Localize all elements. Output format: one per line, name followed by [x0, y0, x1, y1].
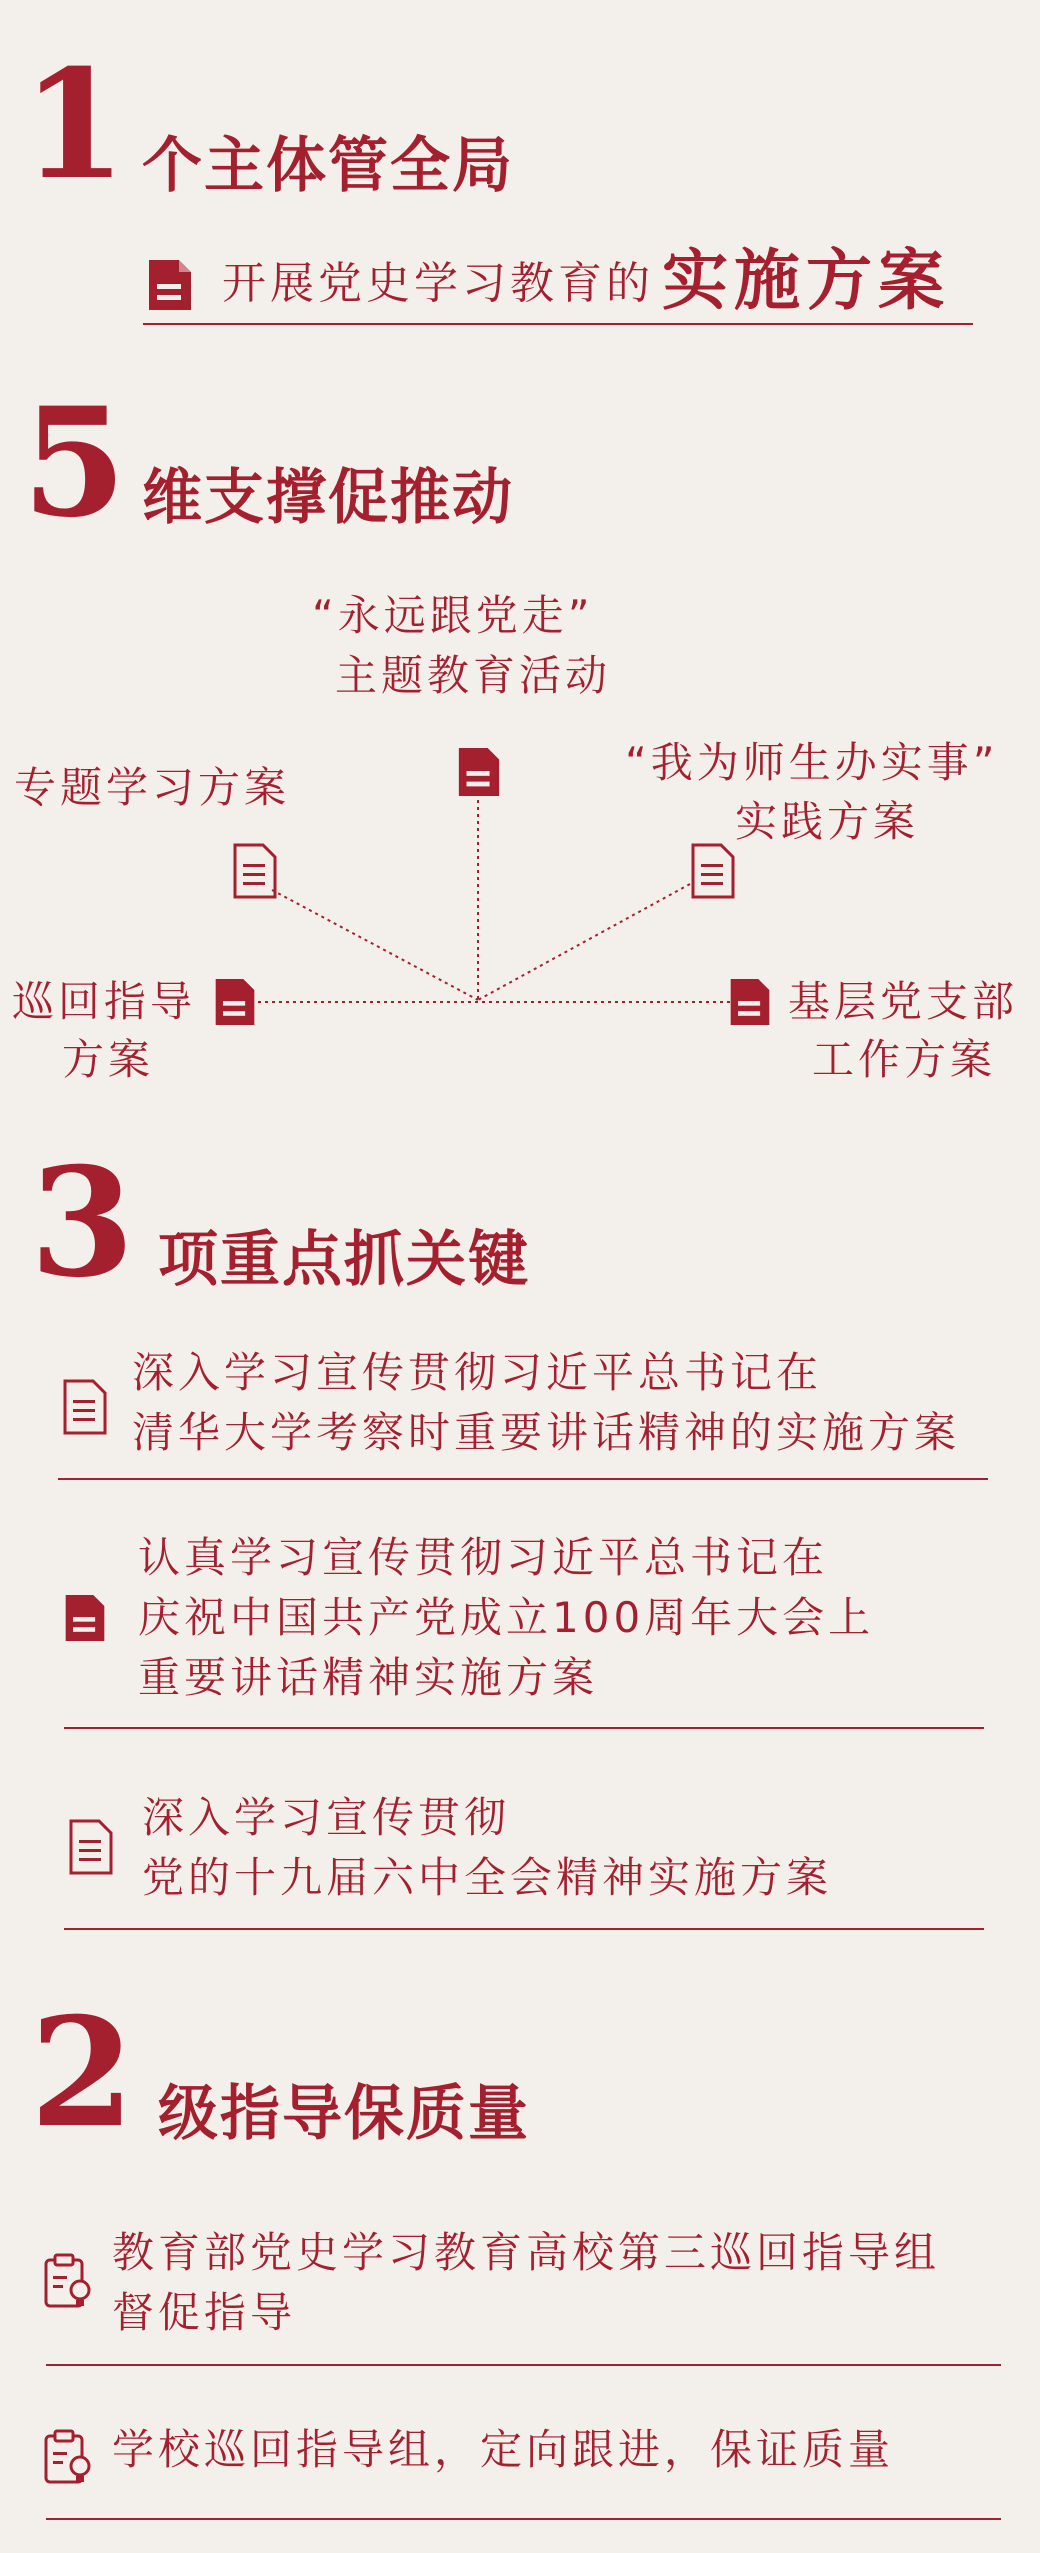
section2-item1-line1: 教育部党史学习教育高校第三巡回指导组 [112, 2228, 941, 2277]
right-bottom-label-line2: 工作方案 [812, 1035, 997, 1084]
right-top-label-line2: 实践方案 [735, 797, 920, 846]
right-top-label-line1: “我为师生办实事” [625, 738, 999, 787]
section3-item2-line2: 庆祝中国共产党成立100周年大会上 [138, 1593, 875, 1642]
section3-item3-underline [64, 1928, 984, 1930]
left-top-label: 专题学习方案 [14, 763, 291, 812]
center-top-label-line1: “永远跟党走” [312, 591, 594, 640]
clipboard-bulb-icon [42, 2428, 94, 2490]
document-filled-icon [212, 974, 258, 1034]
section2-item2-line1: 学校巡回指导组，定向跟进，保证质量 [112, 2425, 895, 2474]
center-top-label-line2: 主题教育活动 [335, 651, 612, 700]
section3-item2-line3: 重要讲话精神实施方案 [138, 1653, 599, 1702]
section3-item1-line1: 深入学习宣传贯彻习近平总书记在 [132, 1348, 823, 1397]
document-filled-icon [62, 1590, 108, 1650]
section2-heading: 级指导保质量 [158, 2079, 530, 2149]
document-outline-icon [690, 842, 736, 904]
section3-item3-line1: 深入学习宣传贯彻 [142, 1793, 511, 1842]
document-filled-icon [455, 744, 503, 804]
clipboard-bulb-icon [42, 2252, 94, 2314]
section5-number: 5 [22, 375, 123, 551]
section2-item2-underline [46, 2518, 1001, 2520]
section1-heading: 个主体管全局 [142, 131, 514, 201]
document-filled-icon [727, 974, 773, 1034]
section2-item1-underline [46, 2364, 1001, 2366]
section3-item1-underline [58, 1478, 988, 1480]
section3-item3-line2: 党的十九届六中全会精神实施方案 [142, 1853, 833, 1902]
section3-item2-underline [64, 1727, 984, 1729]
left-bottom-label-line2: 方案 [62, 1035, 155, 1084]
section1-item-prefix: 开展党史学习教育的 [222, 258, 654, 309]
section5-heading: 维支撑促推动 [142, 463, 514, 533]
document-outline-icon [68, 1818, 114, 1880]
section3-number: 3 [30, 1135, 131, 1311]
connector-lines [0, 0, 1040, 1100]
section3-item2-line1: 认真学习宣传贯彻习近平总书记在 [138, 1533, 829, 1582]
section1-item-emphasis: 实施方案 [662, 242, 950, 319]
document-outline-icon [232, 842, 278, 904]
section3-item1-line2: 清华大学考察时重要讲话精神的实施方案 [132, 1408, 961, 1457]
section1-number: 1 [22, 37, 123, 213]
right-bottom-label-line1: 基层党支部 [788, 977, 1019, 1026]
section2-item1-line2: 督促指导 [112, 2288, 297, 2337]
section2-number: 2 [30, 1985, 131, 2161]
left-bottom-label-line1: 巡回指导 [12, 977, 197, 1026]
section3-heading: 项重点抓关键 [158, 1225, 530, 1295]
document-outline-icon [62, 1378, 108, 1440]
